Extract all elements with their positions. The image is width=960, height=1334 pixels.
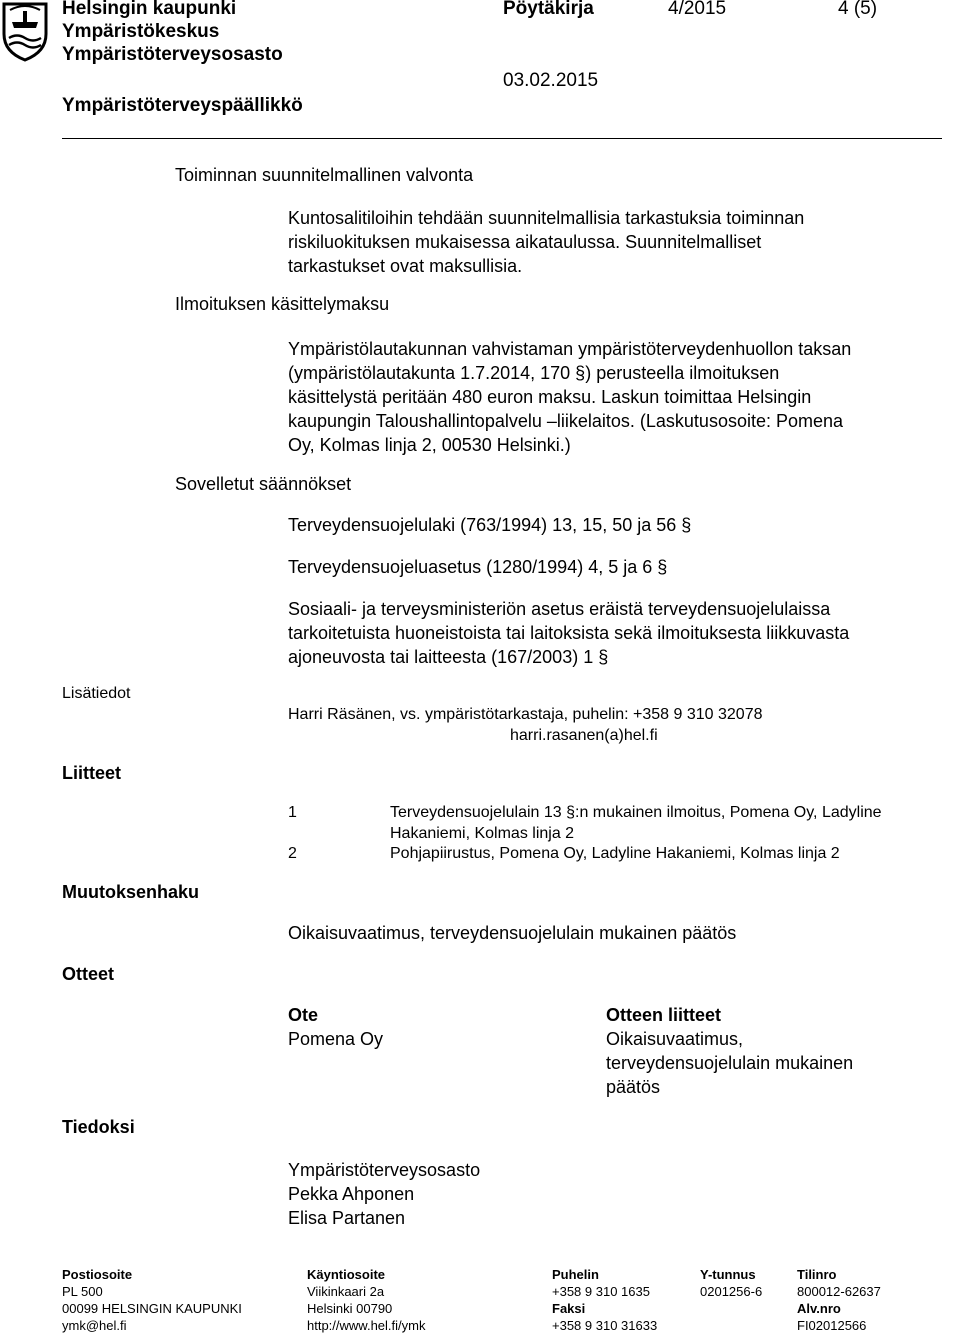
footer-heading: Postiosoite: [62, 1267, 133, 1282]
text-line: Ympäristölautakunnan vahvistaman ympäristöterveydenhuollon taksan: [288, 339, 852, 359]
contact-line: Harri Räsänen, vs. ympäristötarkastaja, puhelin: +358 9 310 32078: [288, 706, 763, 723]
text-line: Oikaisuvaatimus,: [606, 1029, 744, 1049]
text-line: Elisa Partanen: [288, 1208, 406, 1228]
text-line: Oy, Kolmas linja 2, 00530 Helsinki.): [288, 435, 571, 455]
text-line: tarkastukset ovat maksullisia.: [288, 256, 523, 276]
footer-value: PL 500: [62, 1284, 103, 1299]
label-liitteet: Liitteet: [62, 763, 122, 783]
text-line: terveydensuojelulain mukainen: [606, 1053, 854, 1073]
department-name: Ympäristökeskus: [62, 21, 220, 42]
footer-heading: Alv.nro: [797, 1301, 841, 1316]
footer-postiosoite: [62, 1266, 242, 1334]
text-line: Ympäristöterveysosasto: [288, 1160, 481, 1180]
footer-value: 00099 HELSINGIN KAUPUNKI: [62, 1301, 242, 1316]
footer-value: 0201256-6: [700, 1284, 763, 1299]
label-muutoksenhaku: Muutoksenhaku: [62, 882, 200, 902]
label-otteet: Otteet: [62, 964, 115, 984]
footer-heading: Tilinro: [797, 1267, 837, 1282]
footer-heading: Y-tunnus: [700, 1267, 756, 1282]
law-1: Terveydensuojelulaki (763/1994) 13, 15, 50 ja 56 §: [288, 515, 692, 535]
law-3: [288, 597, 849, 669]
footer-website-link[interactable]: http://www.hel.fi/ymk: [307, 1318, 426, 1333]
page-number: 4 (5): [838, 0, 878, 19]
section-title-valvonta: Toiminnan suunnitelmallinen valvonta: [175, 165, 474, 185]
otteen-liitteet-list: [606, 1027, 853, 1099]
footer-puhelin: [552, 1266, 657, 1334]
footer-value: +358 9 310 1635: [552, 1284, 650, 1299]
attachment-number: 2: [288, 845, 297, 862]
text-line: tarkoitetuista huoneistoista tai laitoksista sekä ilmoituksesta liikkuvasta: [288, 623, 850, 643]
tiedoksi-list: [288, 1158, 480, 1230]
text-line: käsittelystä peritään 480 euron maksu. Laskun toimittaa Helsingin: [288, 387, 812, 407]
footer-heading: Faksi: [552, 1301, 586, 1316]
law-2: Terveydensuojeluasetus (1280/1994) 4, 5 ja 6 §: [288, 557, 668, 577]
text-line: Terveydensuojelulain 13 §:n mukainen ilmoitus, Pomena Oy, Ladyline: [390, 804, 882, 821]
footer-tilinro: [797, 1266, 881, 1334]
contact-email: harri.rasanen(a)hel.fi: [510, 727, 658, 744]
attachment-item: [390, 802, 882, 844]
header-divider: [62, 138, 942, 139]
section-title-saannokset: Sovelletut säännökset: [175, 474, 352, 494]
footer-value: Viikinkaari 2a: [307, 1284, 385, 1299]
ote-recipient: Pomena Oy: [288, 1029, 384, 1049]
org-name: Helsingin kaupunki: [62, 0, 237, 19]
text-line: Kuntosalitiloihin tehdään suunnitelmallisia tarkastuksia toiminnan: [288, 208, 805, 228]
text-line: Hakaniemi, Kolmas linja 2: [390, 825, 575, 842]
footer-ytunnus: [700, 1266, 762, 1300]
text-line: riskiluokituksen mukaisessa aikataulussa. Suunnitelmalliset: [288, 232, 762, 252]
section-title-maksu: Ilmoituksen käsittelymaksu: [175, 294, 390, 314]
footer-value: Helsinki 00790: [307, 1301, 393, 1316]
appeal-text: Oikaisuvaatimus, terveydensuojelulain mukainen päätös: [288, 923, 737, 943]
unit-name: Ympäristöterveysosasto: [62, 44, 283, 65]
footer-value: 800012-62637: [797, 1284, 881, 1299]
valvonta-text: [288, 206, 804, 278]
ote-heading: Ote: [288, 1005, 319, 1025]
footer-value: +358 9 310 31633: [552, 1318, 658, 1333]
document-date: 03.02.2015: [503, 70, 599, 91]
document-type: Pöytäkirja: [503, 0, 594, 19]
footer-heading: Puhelin: [552, 1267, 599, 1282]
role-name: Ympäristöterveyspäällikkö: [62, 95, 303, 116]
text-line: ajoneuvosta tai laitteesta (167/2003) 1 §: [288, 647, 609, 667]
text-line: päätös: [606, 1077, 661, 1097]
footer-heading: Käyntiosoite: [307, 1267, 386, 1282]
text-line: Pekka Ahponen: [288, 1184, 415, 1204]
otteen-liitteet-heading: Otteen liitteet: [606, 1005, 722, 1025]
text-line: kaupungin Taloushallintopalvelu –liikelaitos. (Laskutusosoite: Pomena: [288, 411, 844, 431]
attachment-item: Pohjapiirustus, Pomena Oy, Ladyline Hakaniemi, Kolmas linja 2: [390, 845, 840, 862]
label-lisatiedot: Lisätiedot: [62, 685, 131, 702]
text-line: (ympäristölautakunta 1.7.2014, 170 §) perusteella ilmoituksen: [288, 363, 780, 383]
footer-email[interactable]: ymk@hel.fi: [62, 1318, 127, 1333]
document-number: 4/2015: [668, 0, 727, 19]
footer-kayntiosoite: [307, 1266, 425, 1334]
text-line: Sosiaali- ja terveysministeriön asetus eräistä terveydensuojelulaissa: [288, 599, 831, 619]
footer-value: FI02012566: [797, 1318, 867, 1333]
helsinki-crest-logo: [0, 0, 50, 62]
attachment-number: 1: [288, 804, 297, 821]
maksu-text: [288, 337, 851, 457]
label-tiedoksi: Tiedoksi: [62, 1117, 135, 1137]
